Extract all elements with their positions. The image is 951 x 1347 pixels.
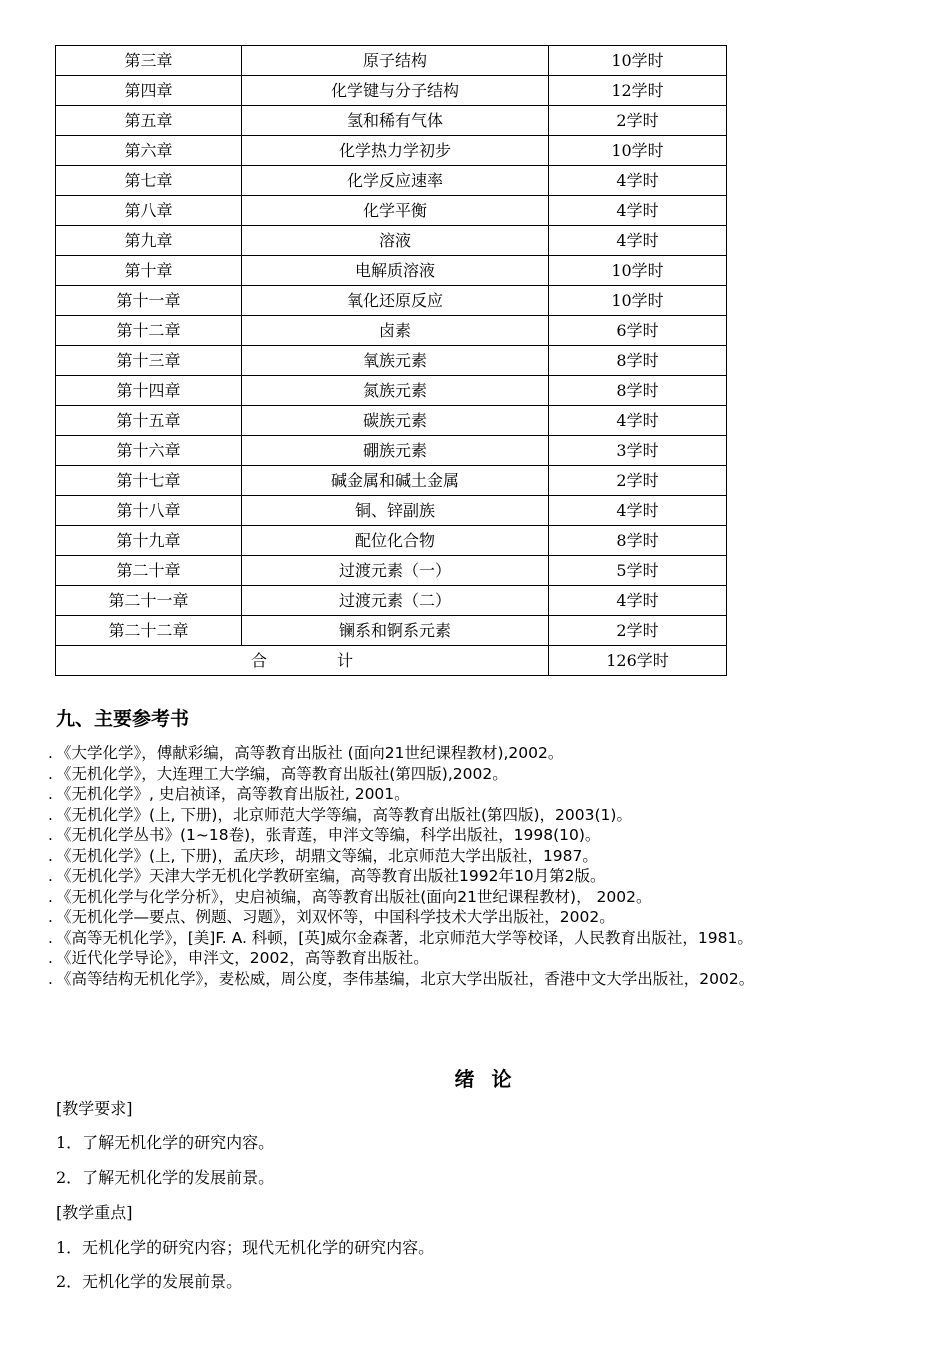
requirement-item: 1．了解无机化学的研究内容。	[56, 1133, 275, 1152]
reference-item: . 《无机化学》(上, 下册)，北京师范大学等编，高等教育出版社(第四版)，2003(1)。	[48, 805, 908, 826]
chapter-cell: 第十五章	[56, 406, 242, 436]
table-row	[56, 346, 727, 376]
chapter-cell: 第三章	[56, 46, 242, 76]
chapter-title-cell: 原子结构	[242, 46, 549, 76]
table-row	[56, 316, 727, 346]
requirement-item: 2．了解无机化学的发展前景。	[56, 1168, 275, 1187]
total-hours-cell: 126学时	[549, 646, 727, 676]
hours-cell: 8学时	[549, 346, 727, 376]
teaching-requirements-heading: [教学要求]	[56, 1099, 133, 1118]
chapter-cell: 第六章	[56, 136, 242, 166]
chapter-title-cell: 化学反应速率	[242, 166, 549, 196]
references-heading: 九、主要参考书	[56, 708, 190, 730]
chapter-cell: 第十七章	[56, 466, 242, 496]
hours-cell: 4学时	[549, 406, 727, 436]
hours-cell: 12学时	[549, 76, 727, 106]
section-title: 绪 论	[454, 1067, 512, 1091]
chapter-title-cell: 化学键与分子结构	[242, 76, 549, 106]
table-row	[56, 166, 727, 196]
course-hours-table	[55, 45, 727, 676]
hours-cell: 3学时	[549, 436, 727, 466]
chapter-cell: 第八章	[56, 196, 242, 226]
table-row	[56, 256, 727, 286]
chapter-title-cell: 碱金属和碱土金属	[242, 466, 549, 496]
chapter-title-cell: 卤素	[242, 316, 549, 346]
course-hours-table-body	[56, 46, 727, 676]
hours-cell: 8学时	[549, 376, 727, 406]
table-row	[56, 616, 727, 646]
table-row	[56, 46, 727, 76]
focus-item: 1．无机化学的研究内容；现代无机化学的研究内容。	[56, 1238, 435, 1257]
chapter-cell: 第二十二章	[56, 616, 242, 646]
table-row	[56, 586, 727, 616]
reference-item: . 《高等无机化学》，[美]F. A. 科顿，[英]威尔金森著，北京师范大学等校译，人民教育出版社，1981。	[48, 928, 908, 949]
table-row	[56, 466, 727, 496]
hours-cell: 2学时	[549, 616, 727, 646]
focus-item: 2．无机化学的发展前景。	[56, 1272, 243, 1291]
total-label-cell	[56, 646, 549, 676]
hours-cell: 4学时	[549, 226, 727, 256]
chapter-cell: 第十一章	[56, 286, 242, 316]
chapter-cell: 第九章	[56, 226, 242, 256]
reference-item: . 《无机化学丛书》(1~18卷)，张青莲，申泮文等编，科学出版社，1998(10)。	[48, 825, 908, 846]
chapter-title-cell: 化学平衡	[242, 196, 549, 226]
reference-item: . 《大学化学》，傅献彩编，高等教育出版社 (面向21世纪课程教材),2002。	[48, 743, 908, 764]
chapter-cell: 第四章	[56, 76, 242, 106]
references-list	[48, 743, 908, 989]
table-row	[56, 526, 727, 556]
hours-cell: 10学时	[549, 286, 727, 316]
hours-cell: 10学时	[549, 46, 727, 76]
chapter-title-cell: 化学热力学初步	[242, 136, 549, 166]
total-label-he: 合	[250, 650, 267, 670]
chapter-cell: 第七章	[56, 166, 242, 196]
hours-cell: 2学时	[549, 106, 727, 136]
chapter-title-cell: 氢和稀有气体	[242, 106, 549, 136]
hours-cell: 4学时	[549, 166, 727, 196]
table-row	[56, 226, 727, 256]
hours-cell: 4学时	[549, 586, 727, 616]
table-row	[56, 136, 727, 166]
chapter-title-cell: 溶液	[242, 226, 549, 256]
chapter-cell: 第二十章	[56, 556, 242, 586]
chapter-title-cell: 氧化还原反应	[242, 286, 549, 316]
hours-cell: 10学时	[549, 136, 727, 166]
table-row	[56, 436, 727, 466]
reference-item: . 《无机化学》，大连理工大学编，高等教育出版社(第四版),2002。	[48, 764, 908, 785]
chapter-title-cell: 铜、锌副族	[242, 496, 549, 526]
chapter-cell: 第十四章	[56, 376, 242, 406]
hours-cell: 10学时	[549, 256, 727, 286]
chapter-title-cell: 配位化合物	[242, 526, 549, 556]
chapter-title-cell: 过渡元素（二）	[242, 586, 549, 616]
chapter-title-cell: 过渡元素（一）	[242, 556, 549, 586]
table-row	[56, 196, 727, 226]
hours-cell: 2学时	[549, 466, 727, 496]
reference-item: . 《无机化学》(上, 下册)，孟庆珍，胡鼎文等编，北京师范大学出版社，1987。	[48, 846, 908, 867]
table-row	[56, 556, 727, 586]
table-row	[56, 406, 727, 436]
total-label-ji: 计	[337, 650, 354, 670]
table-row	[56, 286, 727, 316]
chapter-title-cell: 硼族元素	[242, 436, 549, 466]
chapter-cell: 第二十一章	[56, 586, 242, 616]
reference-item: . 《无机化学与化学分析》，史启祯编，高等教育出版社(面向21世纪课程教材)， 2002。	[48, 887, 908, 908]
hours-cell: 4学时	[549, 496, 727, 526]
chapter-title-cell: 碳族元素	[242, 406, 549, 436]
chapter-title-cell: 氮族元素	[242, 376, 549, 406]
chapter-cell: 第十二章	[56, 316, 242, 346]
chapter-title-cell: 氧族元素	[242, 346, 549, 376]
chapter-cell: 第十八章	[56, 496, 242, 526]
reference-item: . 《无机化学》天津大学无机化学教研室编，高等教育出版社1992年10月第2版。	[48, 866, 908, 887]
chapter-title-cell: 电解质溶液	[242, 256, 549, 286]
chapter-cell: 第五章	[56, 106, 242, 136]
hours-cell: 8学时	[549, 526, 727, 556]
table-row	[56, 76, 727, 106]
hours-cell: 6学时	[549, 316, 727, 346]
table-row	[56, 106, 727, 136]
reference-item: . 《无机化学》, 史启祯译，高等教育出版社, 2001。	[48, 784, 908, 805]
teaching-focus-heading: [教学重点]	[56, 1203, 133, 1222]
reference-item: . 《无机化学—要点、例题、习题》，刘双怀等，中国科学技术大学出版社，2002。	[48, 907, 908, 928]
table-row	[56, 376, 727, 406]
reference-item: . 《近代化学导论》，申泮文，2002，高等教育出版社。	[48, 948, 908, 969]
total-row	[56, 646, 727, 676]
chapter-cell: 第十三章	[56, 346, 242, 376]
hours-cell: 5学时	[549, 556, 727, 586]
chapter-cell: 第十九章	[56, 526, 242, 556]
reference-item: . 《高等结构无机化学》，麦松威，周公度，李伟基编，北京大学出版社，香港中文大学出版社，2002。	[48, 969, 908, 990]
chapter-title-cell: 镧系和锕系元素	[242, 616, 549, 646]
hours-cell: 4学时	[549, 196, 727, 226]
table-row	[56, 496, 727, 526]
chapter-cell: 第十六章	[56, 436, 242, 466]
chapter-cell: 第十章	[56, 256, 242, 286]
